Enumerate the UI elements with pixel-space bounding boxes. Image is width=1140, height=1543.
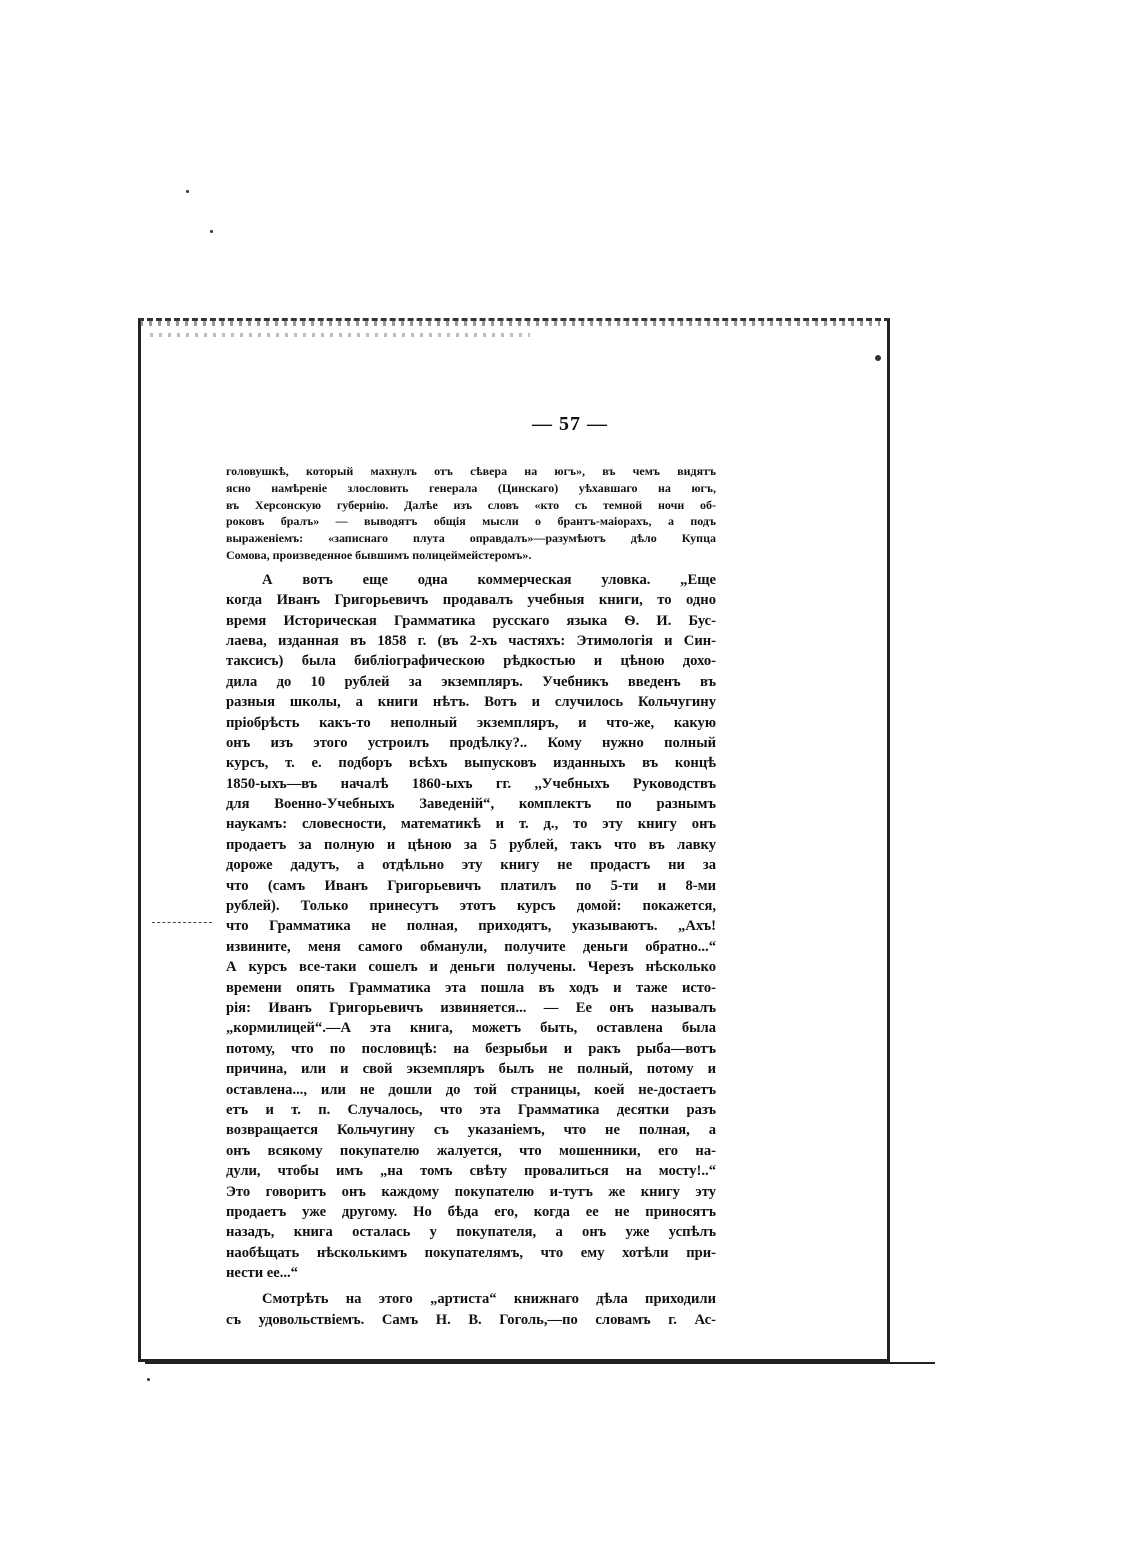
footnote-line: выраженіемъ: «записнаго плута оправдалъ»—разумѣютъ дѣло Купца: [226, 531, 716, 546]
paragraph-2: [226, 1289, 716, 1330]
scan-noise-top: [140, 320, 880, 326]
paragraph-line: онъ всякому покупателю жалуется, что мошенники, его на-: [226, 1142, 716, 1159]
paragraph-line: возвращается Кольчугину съ указаніемъ, что не полная, а: [226, 1122, 716, 1139]
paragraph-line: наукамъ: словесности, математикѣ и т. д., то эту книгу онъ: [226, 816, 716, 833]
paragraph-line: рія: Иванъ Григорьевичъ извиняется... — Ее онъ называлъ: [226, 999, 716, 1016]
paragraph-line: наобѣщать нѣсколькимъ покупателямъ, что ему хотѣли при-: [226, 1244, 716, 1261]
scan-margin-dash: [152, 922, 212, 923]
paragraph-line: когда Иванъ Григорьевичъ продавалъ учебныя книги, то одно: [226, 592, 716, 609]
paragraph-line: етъ и т. п. Случалось, что эта Грамматика десятки разъ: [226, 1101, 716, 1118]
footnote-line: Сомова, произведенное бывшимъ полицеймейстеромъ».: [226, 547, 532, 562]
scan-speck: [875, 355, 881, 361]
paragraph-line: назадъ, книга осталась у покупателя, а онъ уже успѣлъ: [226, 1224, 716, 1241]
paragraph-line: дороже дадутъ, а отдѣльно эту книгу не продастъ ни за: [226, 857, 716, 874]
paragraph-line: лаева, изданная въ 1858 г. (въ 2-хъ частяхъ: Этимологія и Син-: [226, 632, 716, 649]
paragraph-line: А вотъ еще одна коммерческая уловка. „Еще: [262, 571, 716, 588]
scan-noise-top-inner: [150, 333, 530, 337]
paragraph-line: „кормилицей“.—А эта книга, можетъ быть, оставлена была: [226, 1020, 716, 1037]
paragraph-line: что Грамматика не полная, приходятъ, указываютъ. „Ахъ!: [226, 918, 716, 935]
paragraph-line: продаетъ за полную и цѣною за 5 рублей, такъ что въ лавку: [226, 836, 716, 853]
paragraph-line: для Военно-Учебныхъ Заведеній“, комплектъ по разнымъ: [226, 796, 716, 813]
paragraph-line: нести ее...“: [226, 1265, 298, 1282]
paragraph-line: курсъ, т. е. подборъ всѣхъ выпусковъ изданныхъ въ концѣ: [226, 755, 716, 772]
paragraph-line: Это говоритъ онъ каждому покупателю и-тутъ же книгу эту: [226, 1183, 716, 1200]
scan-speck: [186, 190, 189, 193]
paragraph-line: онъ изъ этого устроилъ продѣлку?.. Кому нужно полный: [226, 734, 716, 751]
page-text: [226, 463, 716, 1330]
paragraph-1: [226, 570, 716, 1284]
paragraph-line: Смотрѣть на этого „артиста“ книжнаго дѣла приходили: [262, 1291, 716, 1308]
paragraph-line: дули, чтобы имъ „на томъ свѣту провалиться на мосту!..“: [226, 1163, 716, 1180]
paragraph-line: таксисъ) была библіографическою рѣдкостью и цѣною дохо-: [226, 653, 716, 670]
paragraph-line: потому, что по пословицѣ: на безрыбьи и ракъ рыба—вотъ: [226, 1040, 716, 1057]
footnote-line: головушкѣ, который махнулъ отъ сѣвера на югъ», въ чемъ видятъ: [226, 464, 716, 478]
footnote-line: въ Херсонскую губернію. Далѣе изъ словъ «кто съ темной ночи об-: [226, 497, 716, 512]
paragraph-line: причина, или и свой экземпляръ былъ не полный, потому и: [226, 1061, 716, 1078]
scan-speck: [210, 230, 213, 233]
paragraph-line: 1850-ыхъ—въ началѣ 1860-ыхъ гг. ,,Учебныхъ Руководствъ: [226, 775, 716, 792]
scan-speck: [147, 1378, 150, 1381]
paragraph-line: что (самъ Иванъ Григорьевичъ платилъ по 5-ти и 8-ми: [226, 877, 716, 894]
paragraph-line: съ удовольствіемъ. Самъ Н. В. Гоголь,—по словамъ г. Ас-: [226, 1311, 716, 1328]
paragraph-line: дила до 10 рублей за экземпляръ. Учебникъ введенъ въ: [226, 673, 716, 690]
footnote-line: ясно намѣреніе злословить генерала (Цинскаго) уѣхавшаго на югъ,: [226, 480, 716, 495]
paragraph-line: времени опять Грамматика эта пошла въ ходъ и таже исто-: [226, 979, 716, 996]
paragraph-line: извините, меня самого обманули, получите деньги обратно...“: [226, 938, 716, 955]
paragraph-line: разныя школы, а книги нѣтъ. Вотъ и случилось Кольчугину: [226, 694, 716, 711]
paragraph-line: продаетъ уже другому. Но бѣда его, когда ее не приносятъ: [226, 1203, 716, 1220]
paragraph-line: А курсъ все-таки сошелъ и деньги получены. Черезъ нѣсколько: [226, 959, 716, 976]
paragraph-line: оставлена..., или не дошли до той страницы, коей не-достаетъ: [226, 1081, 716, 1098]
footnote-block: [226, 463, 716, 564]
page-number: — 57 —: [532, 413, 608, 435]
paragraph-line: пріобрѣсть какъ-то неполный экземпляръ, и что-же, какую: [226, 714, 716, 731]
paragraph-line: время Историческая Грамматика русскаго языка Ѳ. И. Бус-: [226, 612, 716, 629]
bottom-rule: [145, 1362, 935, 1364]
footnote-line: роковъ бралъ» — выводятъ общія мысли о брантъ-маіорахъ, а подъ: [226, 514, 716, 529]
paragraph-line: рублей). Только принесутъ этотъ курсъ домой: покажется,: [226, 898, 716, 915]
